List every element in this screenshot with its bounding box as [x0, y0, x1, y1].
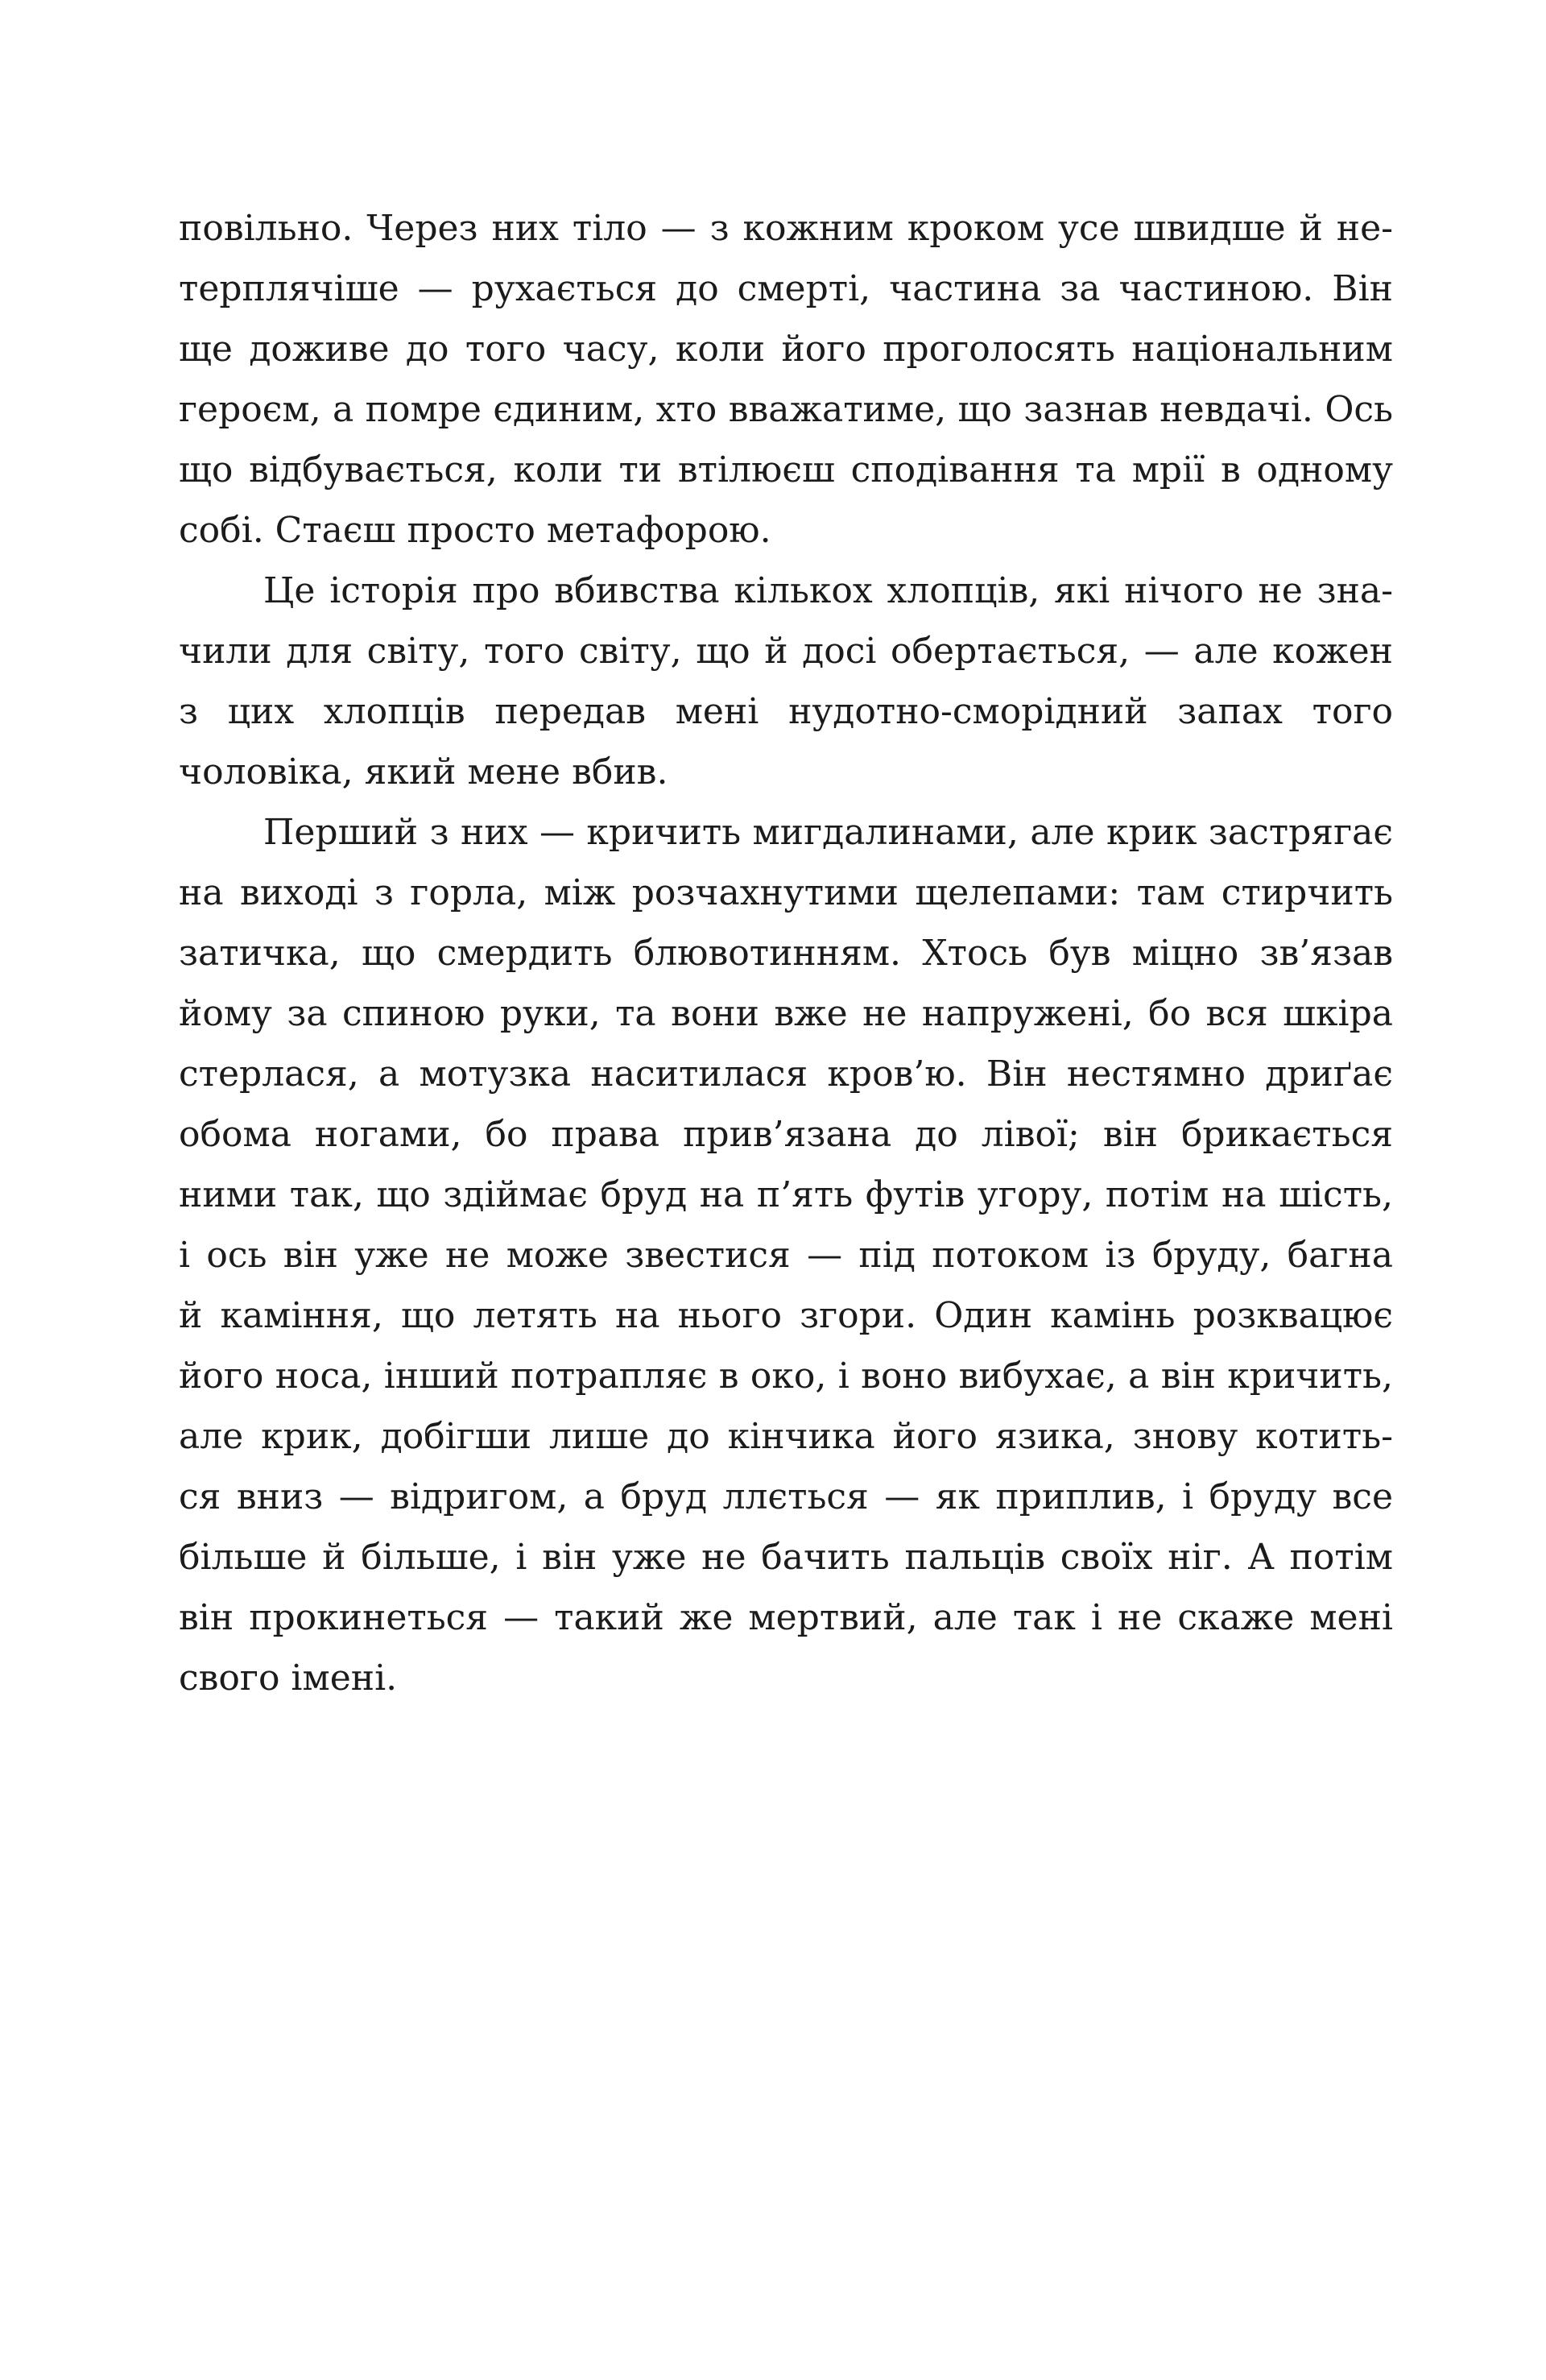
text-line: затичка, що смердить блювотинням. Хтось був міцно зв’язав — [179, 933, 1393, 974]
text-line: ними так, що здіймає бруд на п’ять футів угору, потім на шість, — [179, 1174, 1393, 1215]
text-line: більше й більше, і він уже не бачить пальців своїх ніг. А потім — [179, 1537, 1393, 1578]
text-line: йому за спиною руки, та вони вже не напружені, бо вся шкіра — [179, 993, 1393, 1034]
text-line: він прокинеться — такий же мертвий, але так і не скаже мені — [179, 1597, 1393, 1638]
paragraph — [179, 561, 1393, 802]
page-text-block — [179, 198, 1393, 1708]
text-line: собі. Стаєш просто метафорою. — [179, 510, 771, 551]
text-line: на виході з горла, між розчахнутими щелепами: там стирчить — [179, 872, 1393, 913]
text-line: ще доживе до того часу, коли його проголосять національним — [179, 329, 1393, 370]
text-line: Це історія про вбивства кількох хлопців, які нічого не зна- — [263, 570, 1393, 611]
text-line: героєм, а помре єдиним, хто вважатиме, що зазнав невдачі. Ось — [179, 389, 1393, 430]
text-line: чоловіка, який мене вбив. — [179, 751, 668, 793]
text-line: його носа, інший потрапляє в око, і воно вибухає, а він кричить, — [179, 1356, 1393, 1397]
text-line: але крик, добігши лише до кінчика його язика, знову котить- — [179, 1416, 1393, 1457]
text-line: з цих хлопців передав мені нудотно-сморідний запах того — [179, 691, 1393, 732]
text-line: терплячіше — рухається до смерті, частина за частиною. Він — [179, 268, 1393, 309]
text-line: і ось він уже не може звестися — під потоком із бруду, багна — [179, 1235, 1393, 1276]
text-line: обома ногами, бо права прив’язана до лівої; він брикається — [179, 1114, 1393, 1155]
paragraph — [179, 802, 1393, 1708]
text-line: свого імені. — [179, 1658, 398, 1699]
paragraph — [179, 198, 1393, 561]
text-line: стерлася, а мотузка наситилася кров’ю. Він нестямно дриґає — [179, 1053, 1393, 1095]
text-line: ся вниз — відригом, а бруд ллється — як приплив, і бруду все — [179, 1476, 1393, 1517]
text-line: що відбувається, коли ти втілюєш сподівання та мрії в одному — [179, 449, 1393, 490]
text-line: Перший з них — кричить мигдалинами, але крик застрягає — [263, 812, 1393, 853]
text-line: й каміння, що летять на нього згори. Один камінь розквацює — [179, 1295, 1393, 1336]
text-line: повільно. Через них тіло — з кожним кроком усе швидше й не- — [179, 208, 1393, 249]
text-line: чили для світу, того світу, що й досі обертається, — але кожен — [179, 631, 1393, 672]
